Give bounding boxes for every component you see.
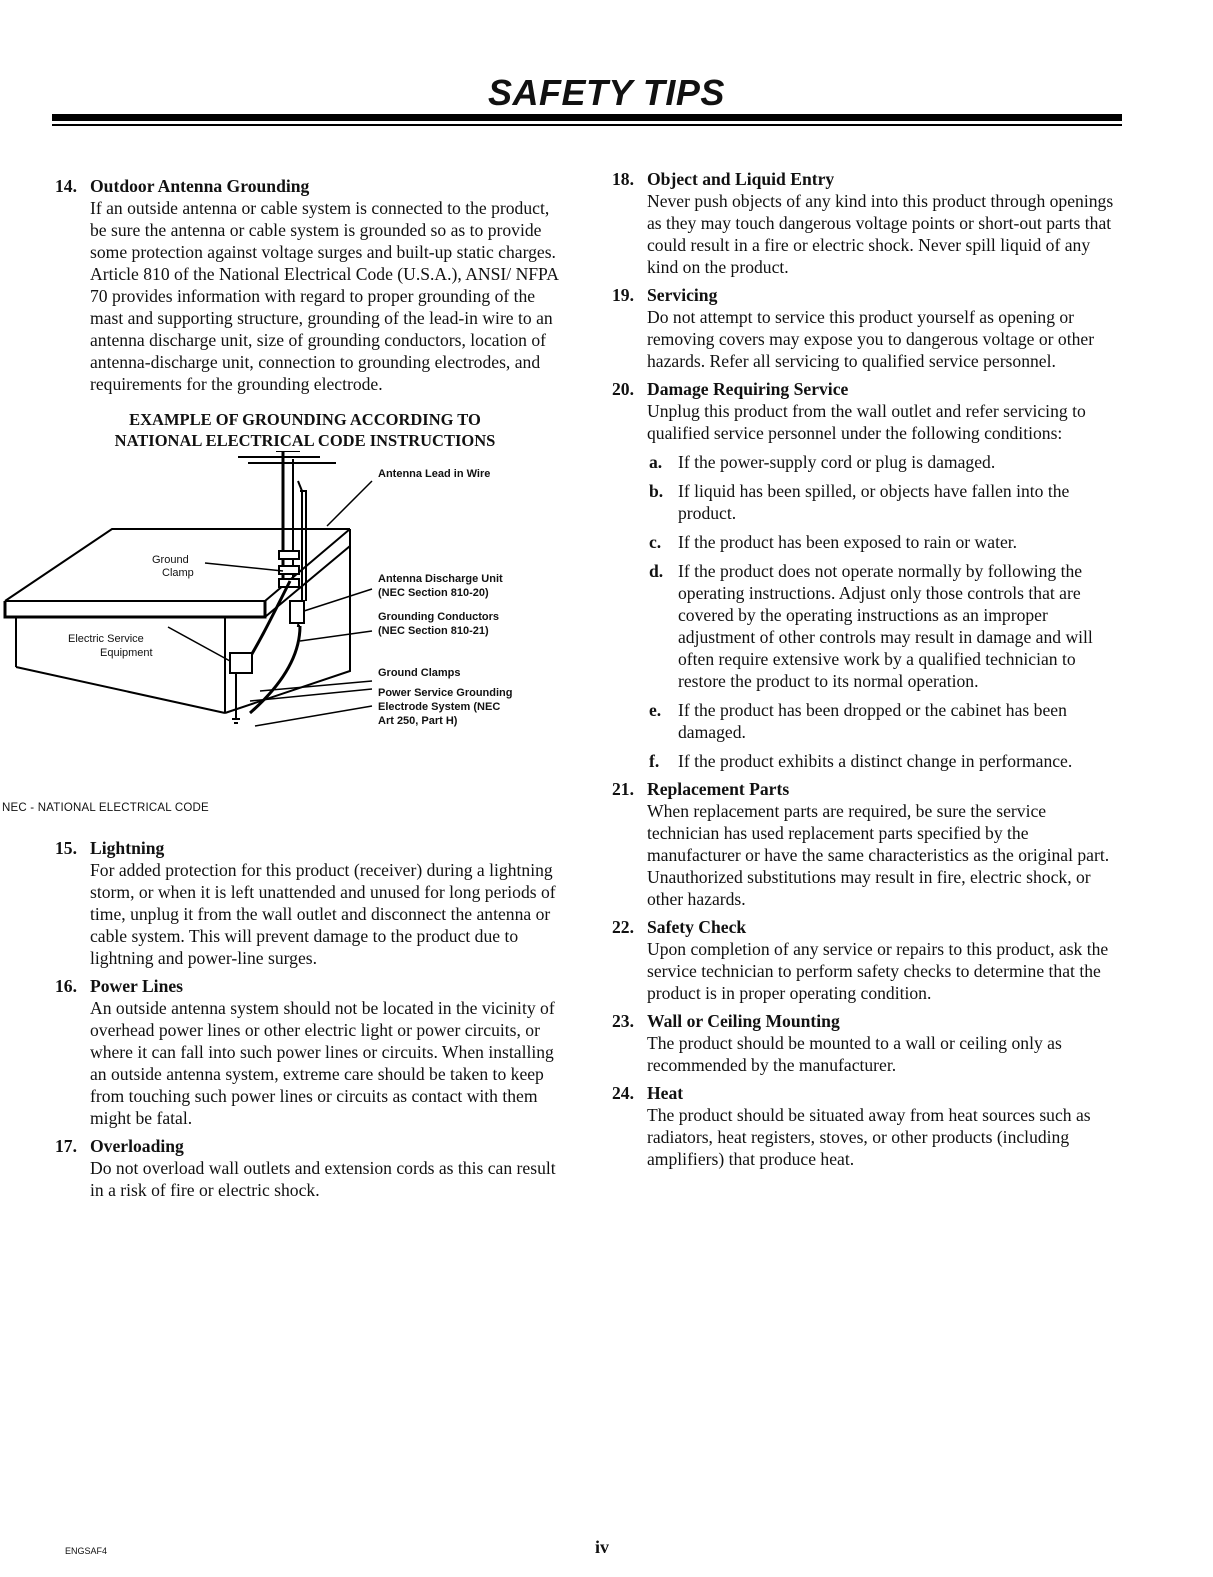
tip-number: 19. [612,285,634,305]
label-ground-clamps: Ground Clamps [378,667,461,679]
tip-number: 21. [612,779,634,799]
label-electrode-1: Power Service Grounding [378,687,513,699]
label-antenna-lead: Antenna Lead in Wire [378,468,491,480]
label-conductors-2: (NEC Section 810-21) [378,625,489,637]
tip-heading: Damage Requiring Service [647,379,849,399]
tip-number: 20. [612,379,634,399]
tip-body: The product should be mounted to a wall or ceiling only as recommended by the manufacturer. [647,1033,1062,1075]
condition-text: If the product has been dropped or the cabinet has been damaged. [678,700,1067,742]
tip-body: Never push objects of any kind into this product through openings as they may touch dangerous voltage points or short-out parts that could result in a fire or electric shock. Never spill liquid of any kind on the product. [647,191,1114,277]
figure-title-line-2: NATIONAL ELECTRICAL CODE INSTRUCTIONS [114,431,496,450]
tip-body: An outside antenna system should not be located in the vicinity of overhead power lines or other electric light or power circuits, or where it can fall into such power lines or circuits. When installing an outside antenna system, extreme care should be taken to keep from touching such power lines or circuits as contact with them might be fatal. [90,998,555,1128]
label-electrode-2: Electrode System (NEC [378,701,501,713]
figure-title [45,409,565,451]
label-conductors-1: Grounding Conductors [378,611,499,623]
tip-heading: Lightning [90,838,165,858]
condition-letter: c. [649,532,662,552]
tip-18 [612,168,1122,278]
tip-heading: Heat [647,1083,684,1103]
tip-body: For added protection for this product (receiver) during a lightning storm, or when it is left unattended and unused for long periods of time, unplug it from the wall outlet and disconnect the antenna or cable system. This will prevent damage to the product due to lightning and power-line surges. [90,860,556,968]
tip-heading: Outdoor Antenna Grounding [90,176,310,196]
left-column [2,175,565,1207]
tip-number: 17. [55,1136,77,1156]
tip-16 [55,975,565,1129]
tip-number: 18. [612,169,634,189]
label-service-2: Equipment [100,647,153,659]
condition-text: If the product exhibits a distinct change in performance. [678,751,1073,771]
condition-item [647,531,1122,553]
header-rule-thick [52,114,1122,121]
condition-letter: d. [649,561,664,581]
tip-heading: Servicing [647,285,718,305]
grounding-diagram [0,451,560,791]
condition-letter: a. [649,452,663,472]
page-title: SAFETY TIPS [488,72,725,113]
label-electrode-3: Art 250, Part H) [378,715,458,727]
condition-text: If liquid has been spilled, or objects have fallen into the product. [678,481,1070,523]
tip-heading: Power Lines [90,976,184,996]
tip-number: 23. [612,1011,634,1031]
tip-heading: Wall or Ceiling Mounting [647,1011,840,1031]
condition-text: If the power-supply cord or plug is damaged. [678,452,996,472]
tip-body: Unplug this product from the wall outlet and refer servicing to qualified service personnel under the following conditions: [647,401,1086,443]
tip-body: The product should be situated away from heat sources such as radiators, heat registers, stoves, or other products (including amplifiers) that produce heat. [647,1105,1091,1169]
tip-22 [612,916,1122,1004]
tip-heading: Object and Liquid Entry [647,169,835,189]
page-number: iv [595,1537,610,1557]
tip-21 [612,778,1122,910]
tip-number: 24. [612,1083,634,1103]
tip-14 [55,175,565,395]
tip-body: Do not overload wall outlets and extension cords as this can result in a risk of fire or electric shock. [90,1158,556,1200]
tip-17 [55,1135,565,1201]
condition-letter: b. [649,481,664,501]
tip-heading: Replacement Parts [647,779,790,799]
tip-body: Do not attempt to service this product yourself as opening or removing covers may expose you to dangerous voltage or other hazards. Refer all servicing to qualified service personnel. [647,307,1095,371]
condition-letter: e. [649,700,662,720]
condition-letter: f. [649,751,660,771]
right-column [612,168,1122,1176]
figure-title-line-1: EXAMPLE OF GROUNDING ACCORDING TO [129,410,481,429]
tip-23 [612,1010,1122,1076]
label-ground-1: Ground [152,554,189,566]
condition-text: If the product does not operate normally by following the operating instructions. Adjust only those controls that are covered by the operating instructions as an improper adjustment of other controls may result in damage and will often require extensive work by a qualified technician to restore the product to its normal operation. [678,561,1093,691]
footer-code: ENGSAF4 [65,1546,108,1556]
tip-24 [612,1082,1122,1170]
tip-body: If an outside antenna or cable system is connected to the product, be sure the antenna or cable system is grounded so as to provide some protection against voltage surges and built-up static charges. Article 810 of the National Electrical Code (U.S.A.), ANSI/ NFPA 70 provides information with regard to proper grounding of the mast and supporting structure, grounding of the lead-in wire to an antenna discharge unit, size of grounding conductors, location of antenna-discharge unit, connection to grounding electrodes, and requirements for the grounding electrode. [90,198,558,394]
condition-item [647,750,1122,772]
tip-number: 14. [55,176,77,196]
label-service-1: Electric Service [68,633,144,645]
tip-body: Upon completion of any service or repairs to this product, ask the service technician to perform safety checks to determine that the product is in proper operating condition. [647,939,1109,1003]
tip-heading: Overloading [90,1136,184,1156]
tip-15 [55,837,565,969]
condition-text: If the product has been exposed to rain or water. [678,532,1018,552]
nec-note: NEC - NATIONAL ELECTRICAL CODE [2,802,209,814]
tip-number: 16. [55,976,77,996]
condition-item [647,699,1122,743]
condition-item [647,480,1122,524]
label-discharge-1: Antenna Discharge Unit [378,573,503,585]
tip-body: When replacement parts are required, be sure the service technician has used replacement parts specified by the manufacturer or have the same characteristics as the original part. Unauthorized substitutions may result in fire, electric shock, or other hazards. [647,801,1110,909]
tip-19 [612,284,1122,372]
tip-20 [612,378,1122,772]
condition-item [647,560,1122,692]
header-rule-thin [52,124,1122,126]
tip-number: 15. [55,838,77,858]
label-discharge-2: (NEC Section 810-20) [378,587,489,599]
condition-item [647,451,1122,473]
tip-number: 22. [612,917,634,937]
tip-heading: Safety Check [647,917,747,937]
label-clamp: Clamp [162,567,194,579]
